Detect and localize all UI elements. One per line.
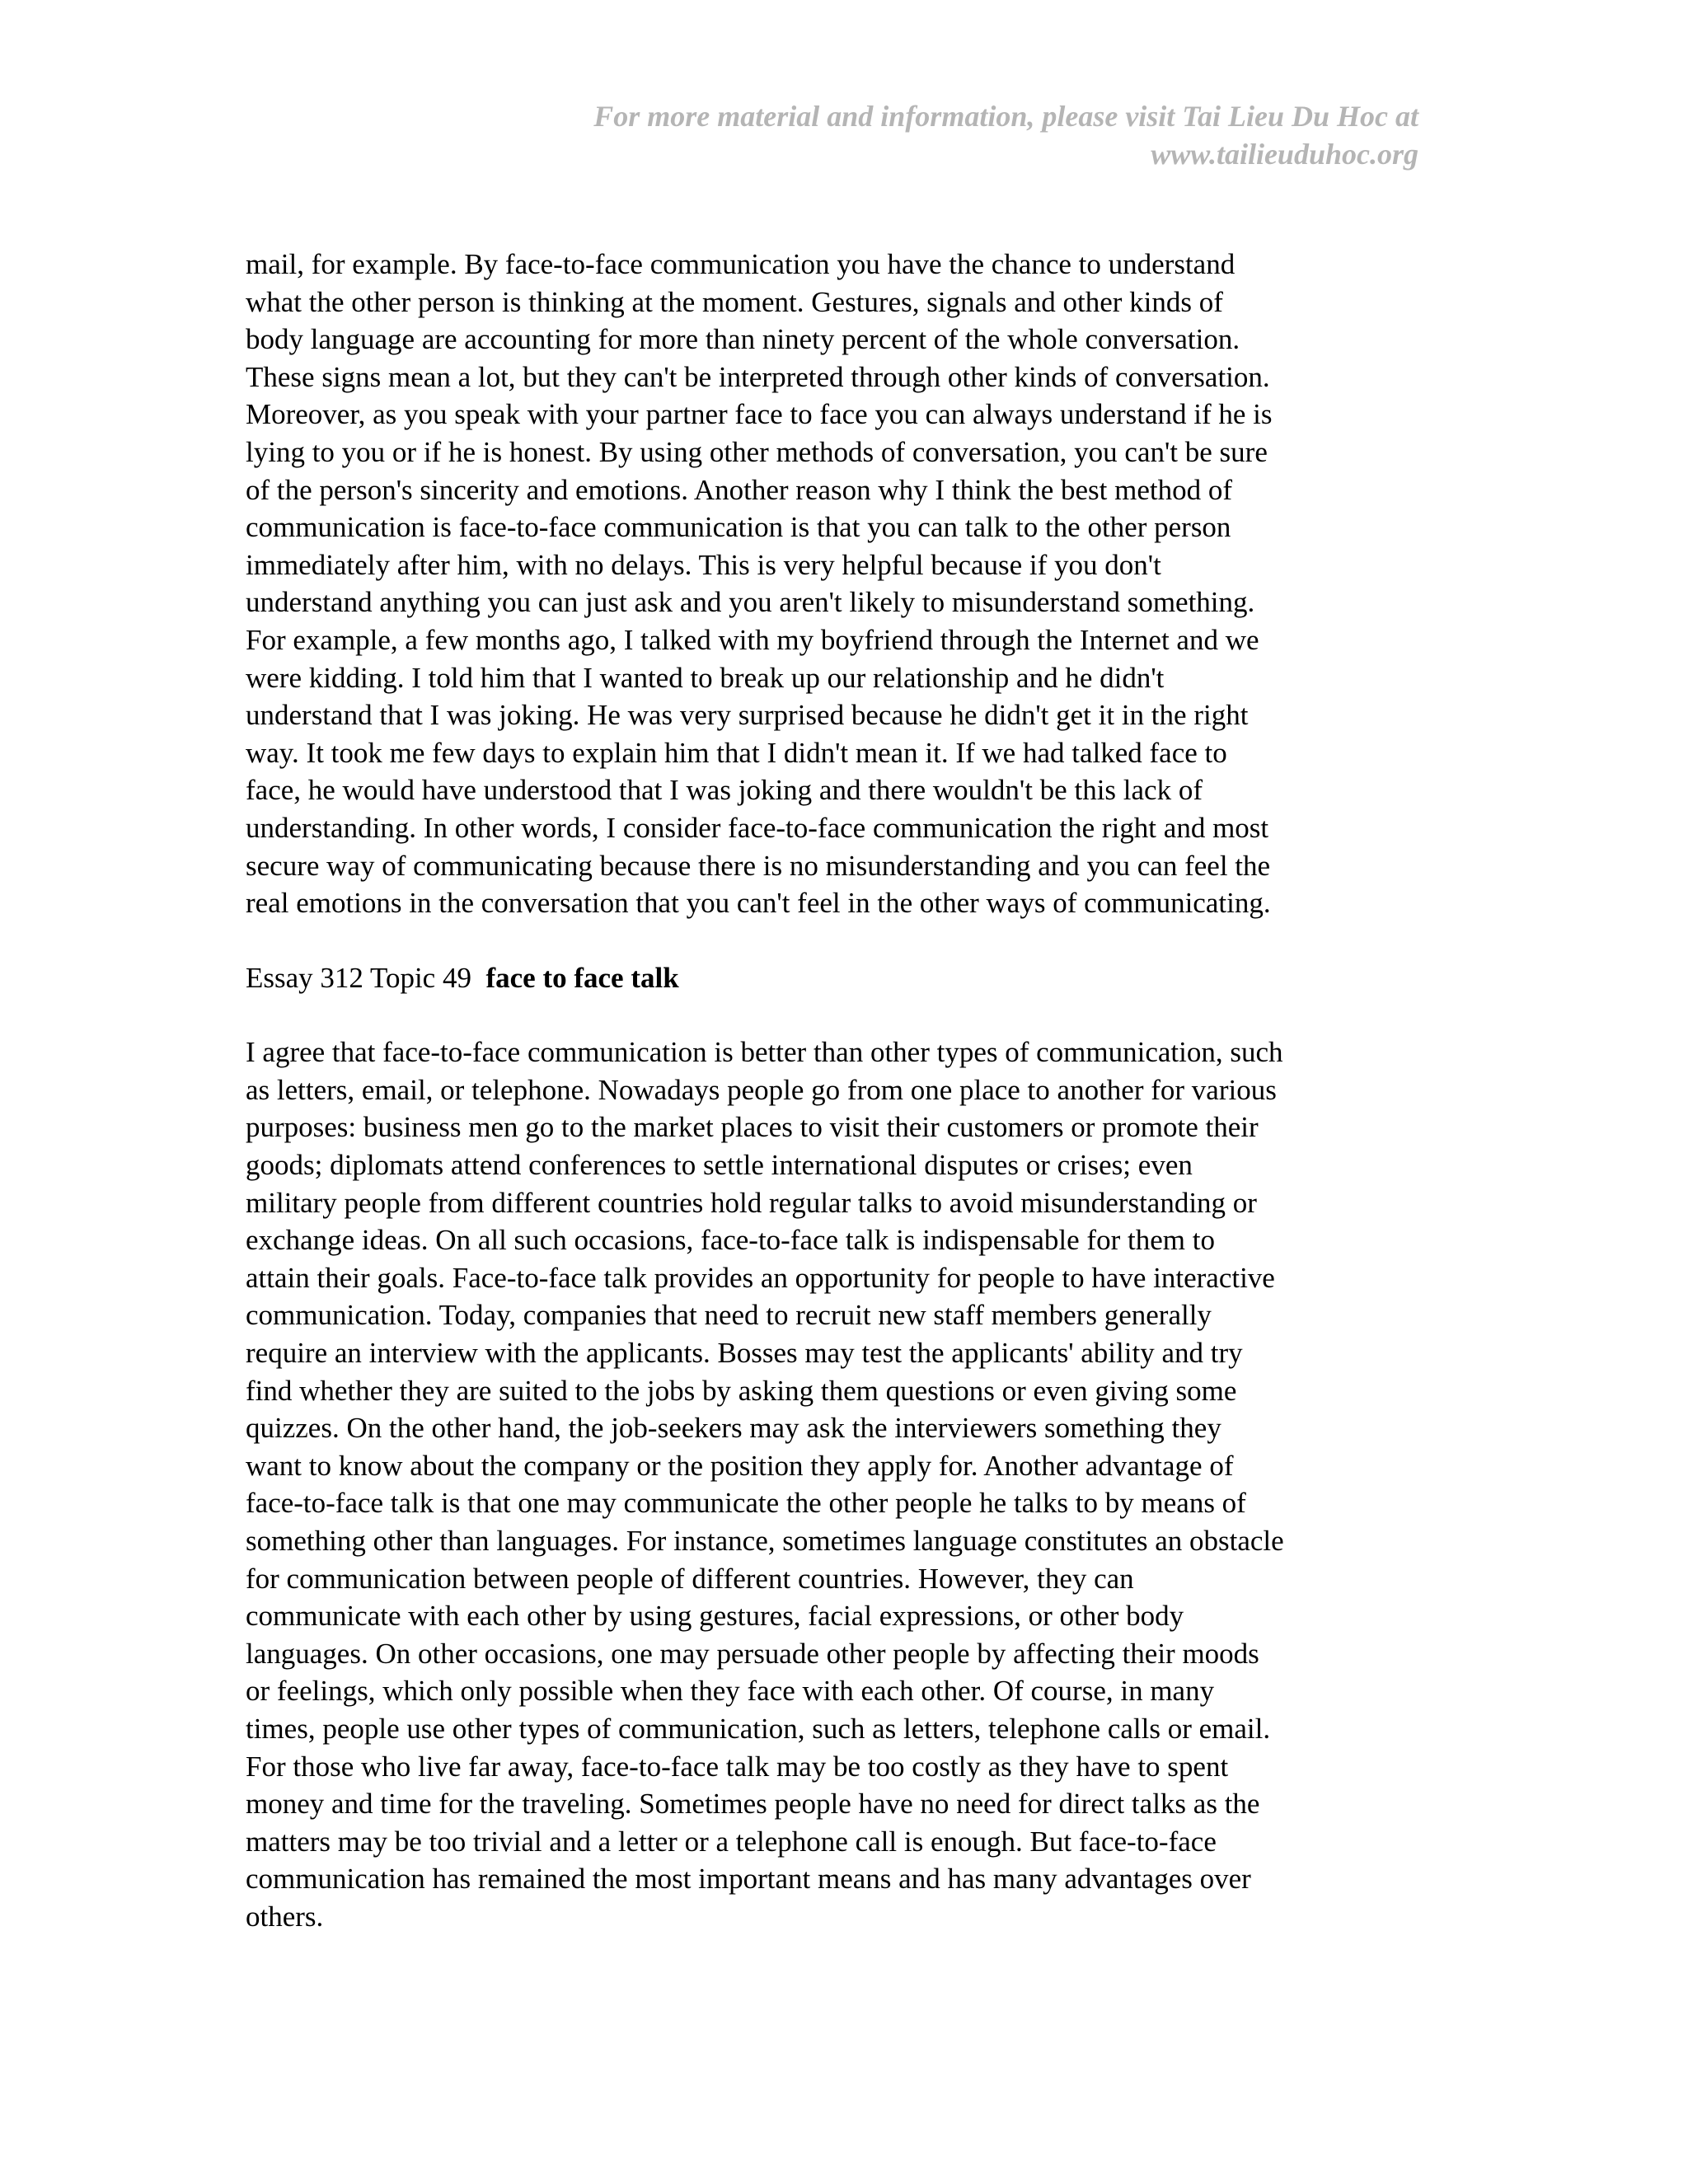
text-line: times, people use other types of communication, such as letters, telephone calls or email. (246, 1712, 1271, 1745)
page-header (429, 97, 1418, 173)
text-line: communication has remained the most important means and has many advantages over (246, 1863, 1251, 1896)
text-line: face, he would have understood that I was joking and there wouldn't be this lack of (246, 774, 1203, 807)
text-line: matters may be too trivial and a letter or a telephone call is enough. But face-to-face (246, 1825, 1217, 1858)
text-line: body language are accounting for more than ninety percent of the whole conversation. (246, 323, 1240, 356)
text-line: secure way of communicating because there is no misunderstanding and you can feel the (246, 849, 1271, 882)
text-line: attain their goals. Face-to-face talk provides an opportunity for people to have interactive (246, 1261, 1275, 1294)
text-line: money and time for the traveling. Sometimes people have no need for direct talks as the (246, 1788, 1260, 1821)
text-line: face-to-face talk is that one may communicate the other people he talks to by means of (246, 1487, 1246, 1520)
text-line: languages. On other occasions, one may persuade other people by affecting their moods (246, 1637, 1259, 1670)
text-line: immediately after him, with no delays. This is very helpful because if you don't (246, 548, 1161, 581)
text-line: for communication between people of different countries. However, they can (246, 1562, 1134, 1595)
text-line: For those who live far away, face-to-face talk may be too costly as they have to spent (246, 1750, 1229, 1783)
text-line: want to know about the company or the position they apply for. Another advantage of (246, 1449, 1234, 1482)
text-line: communication is face-to-face communication is that you can talk to the other person (246, 511, 1231, 544)
header-line-1: For more material and information, please visit Tai Lieu Du Hoc at (593, 100, 1418, 133)
text-line: exchange ideas. On all such occasions, face-to-face talk is indispensable for them to (246, 1224, 1215, 1257)
text-line: understand that I was joking. He was very surprised because he didn't get it in the right (246, 699, 1249, 732)
header-link[interactable]: www.tailieuduhoc.org (1151, 138, 1418, 171)
text-line: lying to you or if he is honest. By using other methods of conversation, you can't be sure (246, 435, 1268, 468)
text-line: or feelings, which only possible when they face with each other. Of course, in many (246, 1675, 1215, 1708)
text-line: communicate with each other by using gestures, facial expressions, or other body (246, 1600, 1184, 1633)
text-line: understand anything you can just ask and you aren't likely to misunderstand something. (246, 586, 1255, 619)
text-line: something other than languages. For instance, sometimes language constitutes an obstacle (246, 1525, 1284, 1557)
text-line: For example, a few months ago, I talked with my boyfriend through the Internet and we (246, 623, 1259, 656)
text-line: real emotions in the conversation that you can't feel in the other ways of communicating. (246, 887, 1271, 920)
essay-topic-title: face to face talk (485, 961, 679, 994)
text-line: others. (246, 1900, 324, 1933)
text-line: understanding. In other words, I consider face-to-face communication the right and most (246, 811, 1269, 844)
essay-paragraph (246, 1033, 1432, 1935)
text-line: I agree that face-to-face communication is better than other types of communication, such (246, 1036, 1283, 1069)
essay-number-label: Essay 312 Topic 49 (246, 961, 471, 994)
text-line: purposes: business men go to the market places to visit their customers or promote their (246, 1111, 1259, 1144)
text-line: goods; diplomats attend conferences to settle international disputes or crises; even (246, 1149, 1193, 1182)
text-line: These signs mean a lot, but they can't be interpreted through other kinds of conversation. (246, 360, 1270, 393)
text-line: mail, for example. By face-to-face communication you have the chance to understand (246, 248, 1236, 280)
text-line: quizzes. On the other hand, the job-seekers may ask the interviewers something they (246, 1412, 1221, 1445)
text-line: of the person's sincerity and emotions. Another reason why I think the best method of (246, 473, 1233, 506)
text-line: military people from different countries hold regular talks to avoid misunderstanding or (246, 1186, 1257, 1219)
text-line: way. It took me few days to explain him that I didn't mean it. If we had talked face to (246, 736, 1227, 769)
text-line: communication. Today, companies that need to recruit new staff members generally (246, 1299, 1212, 1332)
text-line: were kidding. I told him that I wanted to break up our relationship and he didn't (246, 661, 1165, 694)
text-line: require an interview with the applicants. Bosses may test the applicants' ability and try (246, 1337, 1243, 1370)
text-line: Moreover, as you speak with your partner face to face you can always understand if he is (246, 398, 1273, 431)
document-body (246, 246, 1432, 1936)
text-line: find whether they are suited to the jobs by asking them questions or even giving some (246, 1374, 1237, 1407)
text-line: what the other person is thinking at the moment. Gestures, signals and other kinds of (246, 285, 1223, 318)
text-line: as letters, email, or telephone. Nowadays people go from one place to another for various (246, 1073, 1277, 1106)
essay-heading (246, 959, 1432, 997)
paragraph-continued (246, 246, 1432, 922)
